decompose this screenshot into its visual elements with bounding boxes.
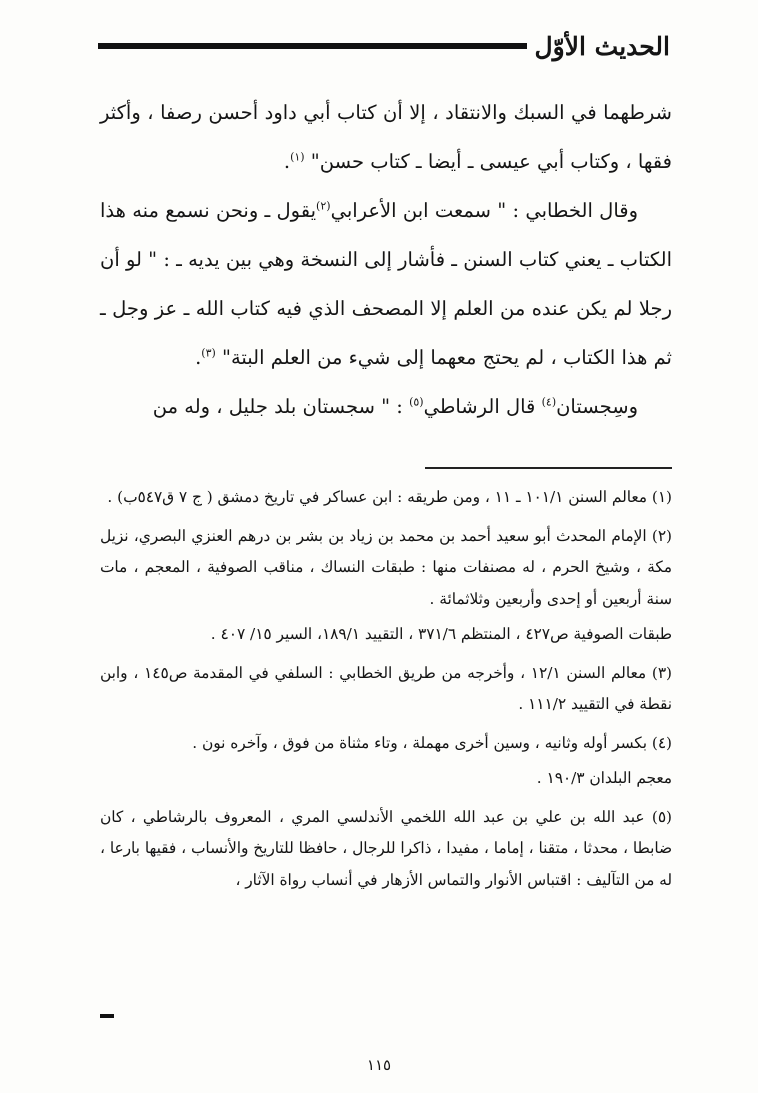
- footnote-ref-5: (٥): [409, 395, 424, 409]
- page-number: ١١٥: [366, 1056, 392, 1074]
- continuation-dash: [100, 1014, 114, 1018]
- footnote-ref-1: (١): [290, 150, 305, 164]
- footnote-1: (١) معالم السنن ١٠١/١ ـ ١١ ، ومن طريقه : ابن عساكر في تاريخ دمشق ( ج ٧ ق٥٤٧ب) .: [107, 488, 672, 506]
- paragraph-2: وقال الخطابي : " سمعت ابن الأعرابي$^{(٢)}$يقول ـ ونحن نسمع منه هذا الكتاب ـ يعني كتاب السنن ـ فأشار إلى النسخة وهي بين يديه ـ : " لو أن رجلا لم يكن عنده من العلم إلا المصحف الذي فيه كتاب الله ـ عز وجل ـ ثم هذا الكتاب ، لم يحتج معهما إلى شيء من العلم البتة" $^{(٣)}$.: [100, 199, 672, 369]
- paragraph-3: وسِجستان$^{(٤)}$ قال الرشاطي$^{(٥)}$ : " سجستان بلد جليل ، وله من: [152, 395, 638, 418]
- footnote-5: (٥) عبد الله بن علي بن عبد الله اللخمي الأندلسي المري ، المعروف بالرشاطي ، كان ضابطا ، محدثا ، متقنا ، إماما ، مفيدا ، ذاكرا للرجال ، حافظا للتاريخ والأنساب ، فقيها بارعا ، له من التآليف : اقتباس الأنوار والتماس الأزهار في أنساب رواة الآثار ،: [100, 807, 672, 889]
- footnote-2-sources: طبقات الصوفية ص٤٢٧ ، المنتظم ٣٧١/٦ ، التقييد ١٨٩/١، السير ١٥/ ٤٠٧ .: [210, 625, 672, 643]
- footnote-ref-4: (٤): [541, 395, 557, 409]
- footnote-4-sources: معجم البلدان ١٩٠/٣ .: [536, 769, 672, 787]
- footnote-4: (٤) بكسر أوله وثانيه ، وسين أخرى مهملة ، وتاء مثناة من فوق ، وآخره نون .: [192, 733, 672, 752]
- footnote-ref-2: (٢): [316, 199, 331, 213]
- footnote-ref-3: (٣): [201, 346, 216, 360]
- footnote-3: (٣) معالم السنن ١٢/١ ، وأخرجه من طريق الخطابي : السلفي في المقدمة ص١٤٥ ، وابن نقطة في التقييد ١١١/٢ .: [100, 663, 672, 713]
- header-title: الحديث الأوّل: [534, 31, 670, 61]
- running-header: [98, 26, 670, 66]
- footnotes: [100, 482, 672, 903]
- footnote-2: (٢) الإمام المحدث أبو سعيد أحمد بن محمد بن زياد بن بشر بن درهم العنزي البصري، نزيل مكة ، وشيخ الحرم ، له مصنفات منها : طبقات النساك ، مناقب الصوفية ، المعجم ، مات سنة أربعين أو إحدى وأربعين وثلاثمائة .: [100, 526, 672, 608]
- header-rule: [98, 43, 527, 49]
- paragraph-1: شرطهما في السبك والانتقاد ، إلا أن كتاب أبي داود أحسن رصفا ، وأكثر فقها ، وكتاب أبي عيسى ـ أيضا ـ كتاب حسن" $^{(١)}$.: [100, 101, 672, 173]
- footnote-separator: [425, 467, 672, 469]
- main-text: [100, 88, 672, 431]
